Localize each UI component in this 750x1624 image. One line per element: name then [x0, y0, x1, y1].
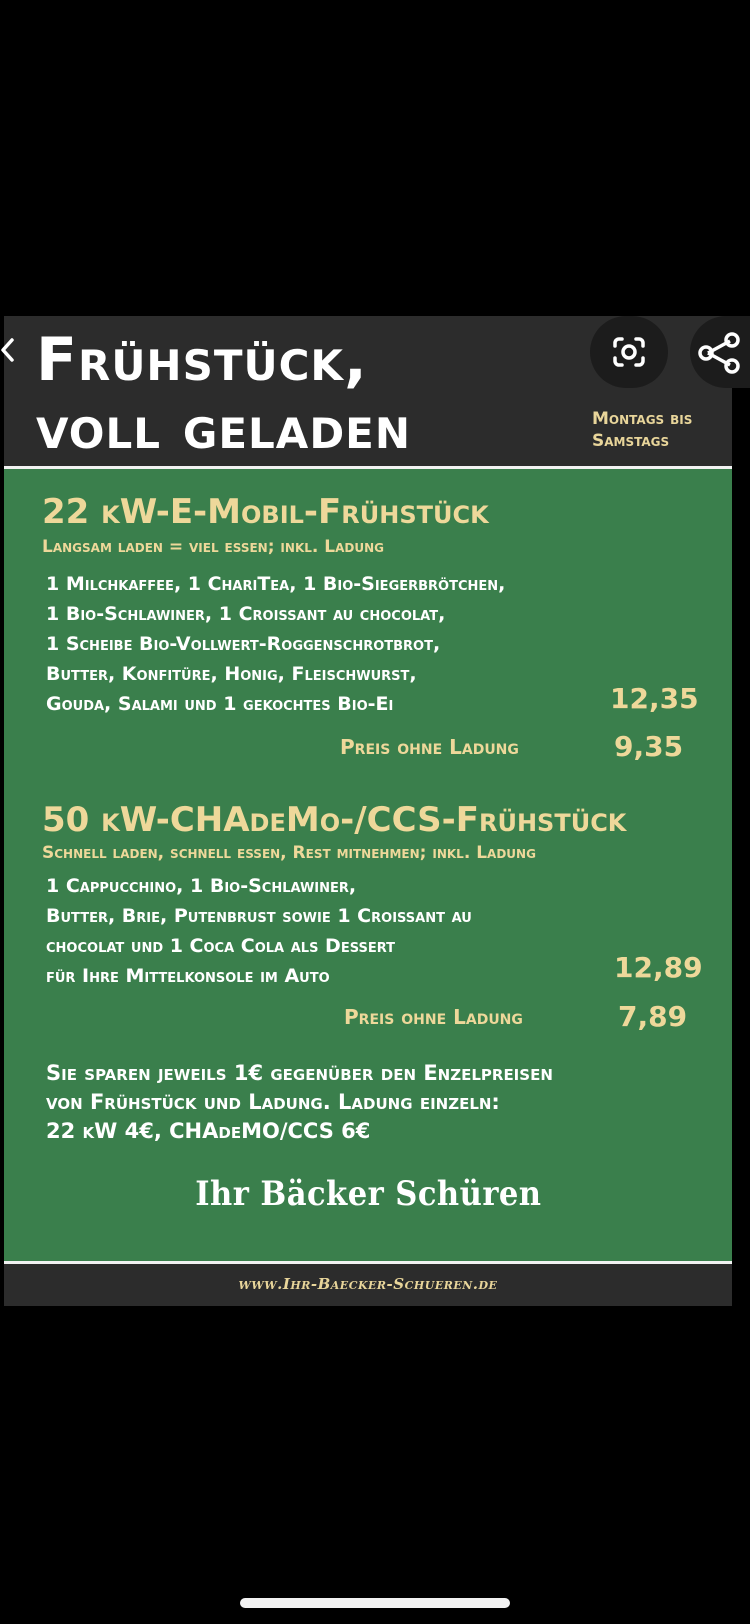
section2-title: 50 kW-CHAdeMo-/CCS-Frühstück	[42, 800, 627, 840]
list-item: Gouda, Salami und 1 gekochtes Bio-Ei	[46, 693, 394, 715]
section2-price-without: 7,89	[618, 1000, 688, 1033]
list-item: 1 Bio-Schlawiner, 1 Croissant au chocolat,	[46, 603, 446, 625]
opening-days-line-2: Samstags	[592, 431, 670, 451]
share-icon	[690, 316, 750, 388]
menu-image	[4, 316, 732, 1306]
section1-items	[46, 569, 505, 719]
opening-days-line-1: Montags bis	[592, 409, 693, 429]
section2-subtitle: Schnell laden, schnell essen, Rest mitnehmen; inkl. Ladung	[42, 843, 536, 863]
list-item: Butter, Konfitüre, Honig, Fleischwurst,	[46, 663, 417, 685]
list-item: für Ihre Mittelkonsole im Auto	[46, 965, 330, 987]
opening-days	[592, 408, 722, 452]
list-item: 1 Scheibe Bio-Vollwert-Roggenschrotbrot,	[46, 633, 441, 655]
section1-price-without: 9,35	[614, 730, 684, 763]
share-button[interactable]	[690, 316, 750, 388]
savings-note	[46, 1059, 553, 1146]
back-button[interactable]	[0, 330, 20, 370]
list-item: 1 Milchkaffee, 1 ChariTea, 1 Bio-Siegerbrötchen,	[46, 573, 506, 595]
savings-line-2: von Frühstück und Ladung. Ladung einzeln:	[46, 1090, 500, 1114]
section1-price-without-label: Preis ohne Ladung	[340, 735, 519, 759]
list-item: Butter, Brie, Putenbrust sowie 1 Croissant au	[46, 905, 472, 927]
lens-search-button[interactable]	[590, 316, 668, 388]
section2-items	[46, 871, 472, 991]
savings-line-1: Sie sparen jeweils 1€ gegenüber den Enzelpreisen	[46, 1061, 553, 1085]
poster-footer	[4, 1264, 732, 1306]
poster-title-line-1: Frühstück,	[36, 325, 368, 395]
footer-url: www.Ihr-Baecker-Schueren.de	[238, 1275, 498, 1293]
lens-scan-icon	[590, 316, 668, 388]
section1-price: 12,35	[610, 682, 699, 715]
chevron-left-icon	[0, 330, 20, 370]
list-item: chocolat und 1 Coca Cola als Dessert	[46, 935, 396, 957]
section1-subtitle: Langsam laden = viel essen; inkl. Ladung	[42, 537, 384, 557]
savings-line-3: 22 kW 4€, CHAdeMO/CCS 6€	[46, 1119, 371, 1143]
brand-logo	[4, 1174, 732, 1214]
list-item: 1 Cappucchino, 1 Bio-Schlawiner,	[46, 875, 357, 897]
poster-title-line-2: voll geladen	[36, 393, 412, 463]
section1-title: 22 kW-E-Mobil-Frühstück	[42, 492, 489, 532]
brand-name: Ihr Bäcker Schüren	[194, 1174, 542, 1214]
section2-price-without-label: Preis ohne Ladung	[344, 1005, 523, 1029]
section2-price: 12,89	[614, 951, 703, 984]
menu-body	[4, 466, 732, 1264]
home-indicator[interactable]	[240, 1598, 510, 1608]
